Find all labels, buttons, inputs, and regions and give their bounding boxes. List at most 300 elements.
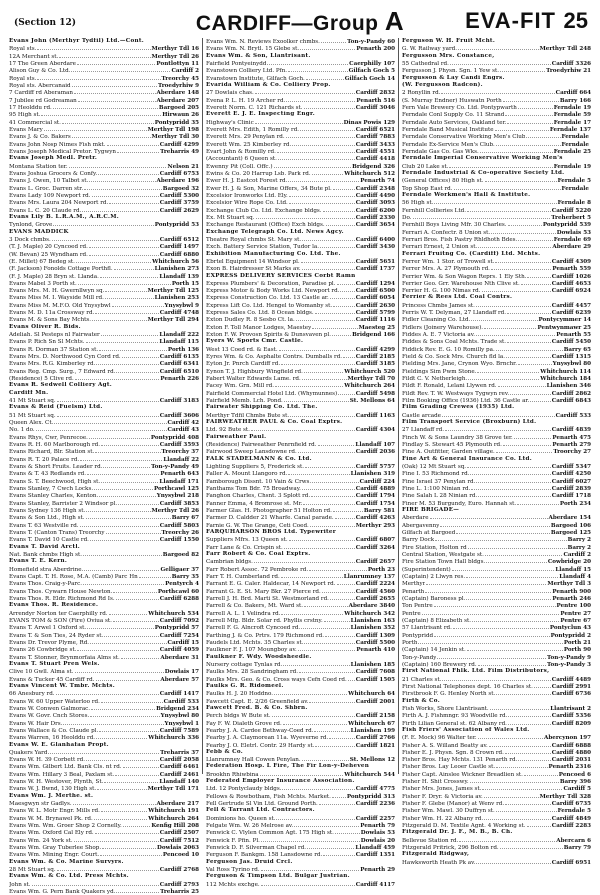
entry-name: FIRE BRIGADE— — [402, 507, 460, 513]
entry-number: 125 — [187, 486, 199, 493]
dot-leader — [260, 771, 344, 776]
entry-name: 17 Heolddu rd. — [9, 104, 52, 111]
entry-number: 5 — [587, 786, 591, 793]
entry-exchange: Cardiff — [355, 317, 378, 324]
directory-entry — [206, 229, 395, 236]
entry-name: Evans Stanley, 7 Cwch Locks. — [9, 486, 94, 493]
dot-leader — [333, 302, 355, 307]
dot-leader — [92, 316, 147, 321]
entry-name: Evans W. 60 Upper Waterloo rd. — [9, 698, 100, 705]
entry-number: 3093 — [379, 200, 395, 207]
entry-number: 163 — [383, 617, 395, 624]
entry-name: Evans W. Hair Drs. — [9, 720, 63, 727]
entry-exchange: Cowbridge — [547, 559, 582, 566]
entry-number: 171 — [187, 786, 199, 793]
dot-leader — [505, 111, 552, 116]
entry-name: Evans Wm. G. Pern Bank Quakers yd. — [9, 889, 116, 895]
entry-number: 408 — [187, 434, 199, 441]
entry-name: Fitzgerald Ridgway, — [402, 851, 470, 858]
directory-entry — [402, 126, 591, 133]
entry-exchange: Cardiff — [167, 420, 190, 427]
dot-leader — [289, 536, 355, 541]
entry-exchange: Cardiff — [159, 442, 182, 449]
entry-exchange: Cardiff — [551, 859, 574, 866]
directory-entry — [9, 859, 199, 866]
entry-exchange: Treorchy — [161, 529, 190, 536]
section-label: (Section 12) — [14, 18, 77, 28]
entry-name: Faulkner F. Wdy. Woodsheedle. — [206, 653, 312, 660]
entry-name: Top Shop East rd. — [402, 185, 453, 192]
entry-exchange: Penarth — [360, 178, 386, 185]
directory-entry — [402, 580, 591, 587]
dot-leader — [508, 720, 551, 725]
entry-name: Fieldings Sim Pwm Stone. — [402, 368, 477, 375]
entry-number: 4059 — [183, 647, 199, 654]
dot-leader — [71, 67, 170, 72]
directory-entry — [9, 610, 199, 617]
entry-name: Evans & T. 43 Redlands rd. — [9, 471, 87, 478]
entry-exchange: Gelligaer — [160, 566, 190, 573]
directory-entry — [9, 492, 199, 499]
entry-exchange: Pontypridd — [542, 222, 578, 229]
entry-name: 28 Mt Stuart sq. — [9, 867, 56, 874]
directory-entry — [206, 749, 395, 756]
directory-entry — [9, 793, 199, 800]
directory-entry — [9, 654, 199, 661]
entry-name: John st. — [9, 881, 31, 888]
entry-name: Firstbrook F. G. Henley North st. — [402, 691, 496, 698]
entry-exchange: Penarth — [556, 332, 582, 339]
entry-name: Evans W. H. 39 Corbett rd. — [9, 757, 86, 764]
directory-entry — [206, 815, 395, 822]
entry-name: Ferrier Wm. & Son Wagon Reprs. 1 Ely Sth. — [402, 273, 527, 280]
entry-name: Evans Thos. Cywarn House Newton. — [9, 588, 113, 595]
dot-leader — [302, 756, 349, 761]
dot-leader — [98, 170, 159, 175]
entry-name: Fidler Cleaning Co. Ltd. — [402, 317, 471, 324]
entry-name: Evanstown Colliery Ltd. Pfn. — [206, 68, 288, 75]
entry-name: 41 Commercial st. — [9, 119, 61, 126]
entry-exchange: Barry — [171, 573, 190, 580]
entry-number: 1116 — [379, 317, 395, 324]
dot-leader — [99, 492, 156, 497]
directory-entry — [206, 646, 395, 653]
directory-entry — [9, 89, 199, 96]
entry-exchange: Cardiff — [355, 214, 378, 221]
entry-exchange: St. Mellons — [349, 757, 386, 764]
entry-number: 1315 — [575, 354, 591, 361]
directory-entry — [206, 793, 395, 800]
entry-exchange: Penarth — [552, 588, 578, 595]
dot-leader — [289, 192, 355, 197]
dot-leader — [300, 126, 355, 131]
directory-entry — [9, 551, 199, 558]
directory-entry — [402, 199, 591, 206]
entry-exchange: Pentre — [560, 617, 582, 624]
entry-name: Faulkner F. J. 107 Moungboy av. — [206, 647, 297, 654]
dot-leader — [321, 38, 346, 43]
directory-entry — [9, 756, 199, 763]
dot-leader — [78, 97, 156, 102]
entry-exchange: Barry — [171, 515, 190, 522]
directory-entry — [206, 390, 395, 397]
directory-entry — [402, 67, 591, 74]
directory-column-2 — [202, 38, 398, 888]
entry-name: Nursery cottage Tynlas rd. — [206, 661, 283, 668]
directory-entry — [402, 720, 591, 727]
entry-name: Fisher A. S. Willand Beatty av. — [402, 742, 488, 749]
entry-exchange: Cardiff — [159, 727, 182, 734]
entry-name: Evans Warren, 16 Heolddu rd. — [9, 735, 96, 742]
entry-number: 64 — [387, 691, 395, 698]
entry-name: Fenwick F. Pfin. Pl. — [206, 837, 260, 844]
entry-exchange: Cardiff — [159, 537, 182, 544]
entry-number: 396 — [579, 779, 591, 786]
entry-name: Fernhill Boys Living Mfr. 30 Charles. — [402, 222, 507, 229]
dot-leader — [52, 236, 159, 241]
entry-number: 53 — [387, 830, 395, 837]
entry-name: Fawcett Capt. E. 2/26 Greenfield av. — [206, 698, 309, 705]
entry-number: 2991 — [575, 683, 591, 690]
entry-name: Perch bldgs W Bute st. — [206, 713, 271, 720]
dot-leader — [261, 866, 360, 871]
directory-entry — [206, 302, 395, 309]
dot-leader — [122, 353, 159, 358]
directory-entry — [9, 155, 199, 162]
directory-entry — [402, 727, 591, 734]
dot-leader — [526, 133, 560, 138]
directory-entry — [402, 170, 591, 177]
directory-entry — [9, 170, 199, 177]
entry-exchange: Cardiff — [159, 361, 182, 368]
entry-exchange: Ferndale — [553, 112, 582, 119]
entry-exchange: Aberdare — [156, 97, 186, 104]
directory-entry — [402, 412, 591, 419]
directory-entry — [9, 690, 199, 697]
dot-leader — [496, 448, 553, 453]
entry-name: Evans J. Owen, 10 Talbot st. — [9, 178, 89, 185]
directory-entry — [206, 514, 395, 521]
entry-exchange: Whitchurch — [148, 735, 186, 742]
entry-name: Firth & Co. — [402, 697, 440, 704]
entry-number: 9 — [195, 302, 199, 309]
directory-entry — [206, 551, 395, 558]
directory-entry — [402, 338, 591, 345]
directory-entry — [402, 646, 591, 653]
dot-leader — [324, 617, 350, 622]
entry-number: 49 — [191, 464, 199, 471]
directory-entry — [9, 785, 199, 792]
entry-number: 3593 — [183, 442, 199, 449]
entry-exchange: Cardiff — [551, 273, 574, 280]
entry-name: Evans T. Stuart Pren Wels. — [9, 660, 100, 667]
entry-number: 90 — [583, 647, 591, 654]
entry-number: 516 — [383, 97, 395, 104]
directory-entry — [9, 448, 199, 455]
entry-number: 14 — [583, 317, 591, 324]
entry-name: Evans Wm. N. Brytl. 15 Glebe st. — [206, 46, 300, 53]
dot-leader — [109, 199, 159, 204]
dot-leader — [472, 617, 559, 622]
directory-entry — [402, 815, 591, 822]
directory-entry — [9, 426, 199, 433]
directory-entry — [9, 844, 199, 851]
dot-leader — [482, 287, 551, 292]
entry-exchange: Merthyr Tdl — [539, 793, 578, 800]
directory-entry — [206, 522, 395, 529]
directory-entry — [206, 82, 395, 89]
entry-number: 19 — [583, 163, 591, 170]
dot-leader — [478, 492, 551, 497]
entry-name: Royal sts. Abercanaid — [9, 82, 71, 89]
dot-leader — [113, 617, 159, 622]
entry-number: 3326 — [575, 60, 591, 67]
directory-entry — [402, 419, 591, 426]
entry-exchange: Cardiff — [167, 427, 190, 434]
entry-number: 533 — [579, 412, 591, 419]
entry-number: 4457 — [575, 302, 591, 309]
entry-name: Ton Pentre — [402, 603, 433, 610]
dot-leader — [309, 698, 354, 703]
entry-number: 6200 — [379, 207, 395, 214]
entry-number: 2629 — [183, 207, 199, 214]
entry-name: Fire Station, Holton rd — [402, 544, 467, 551]
dot-leader — [524, 771, 558, 776]
dot-leader — [453, 624, 549, 629]
entry-number: 6135 — [183, 354, 199, 361]
dot-leader — [449, 163, 552, 168]
directory-entry — [402, 243, 591, 250]
entry-name: Evans W. H. Westover, Plynth, St. — [9, 779, 104, 786]
entry-number: 6951 — [575, 859, 591, 866]
entry-name: Express Motor & Body Works Ltd. Newport rd. — [206, 288, 340, 295]
entry-name: Express Lift Co. Ltd. Hengel to Womanby st. — [206, 302, 333, 309]
entry-name: Merthyr Tdfil Chmbs Bute st. — [206, 412, 290, 419]
entry-exchange: Treharris — [160, 148, 190, 155]
entry-exchange: Pencoed — [162, 852, 190, 859]
dot-leader — [101, 331, 159, 336]
directory-entry — [402, 258, 591, 265]
directory-entry — [206, 346, 395, 353]
dot-leader — [323, 207, 355, 212]
directory-entry — [402, 851, 591, 858]
entry-number: 2793 — [183, 881, 199, 888]
directory-entry — [9, 646, 199, 653]
entry-exchange: Cardiff — [355, 786, 378, 793]
directory-entry — [9, 397, 199, 404]
directory-entry — [402, 82, 591, 89]
entry-name: Dominions ho. Queen st. — [206, 815, 276, 822]
directory-entry — [9, 316, 199, 323]
entry-name: Fell Gertrude Sl Vin Ltd. Ground Porth. — [206, 801, 318, 808]
dot-leader — [490, 705, 550, 710]
entry-name: Fawcett Fred. B. & Co. Shbrn. — [206, 704, 308, 711]
directory-entry — [206, 316, 395, 323]
entry-name: Ewenny Pit (Coll. Offc.) — [206, 163, 273, 170]
dot-leader — [337, 280, 355, 285]
entry-exchange: Cardiff — [159, 830, 182, 837]
entry-name: Evans P. Rich Sn Sl Mchts. — [9, 339, 85, 346]
entry-number: 6924 — [575, 288, 591, 295]
entry-exchange: Cardiff — [551, 310, 574, 317]
entry-exchange: Llandaff — [159, 273, 186, 280]
entry-number: 25 — [583, 324, 591, 331]
entry-name: Fairfield Pontyeinydd — [206, 60, 267, 67]
dot-leader — [514, 434, 552, 439]
entry-number: 21 — [583, 639, 591, 646]
entry-number: 67 — [191, 515, 199, 522]
directory-entry — [206, 221, 395, 228]
directory-entry — [402, 595, 591, 602]
dot-leader — [437, 654, 546, 659]
entry-name: Everett Mrs. Edith, 1 Romilly rd. — [206, 126, 300, 133]
entry-exchange: Cardiff — [159, 244, 182, 251]
directory-entry — [9, 346, 199, 353]
entry-name: Faller A. Mount Llangoro rd. — [206, 471, 288, 478]
entry-exchange: Llanishen — [154, 266, 186, 273]
entry-name: Evans T. Arwel 1 Oxford st. — [9, 625, 87, 632]
entry-name: Evanstown Institute, Gilfach Goch. — [206, 75, 305, 82]
entry-exchange: Cardiff — [551, 478, 574, 485]
dot-leader — [96, 676, 160, 681]
entry-exchange: Llandaff — [559, 573, 586, 580]
directory-entry — [206, 141, 395, 148]
directory-entry — [9, 273, 199, 280]
entry-name: Fire Station Town Hall bldgs. — [402, 559, 486, 566]
entry-number: 8 — [587, 200, 591, 207]
entry-exchange: Barry — [563, 845, 582, 852]
entry-number: 4299 — [183, 141, 199, 148]
entry-exchange: Cardiff — [355, 244, 378, 251]
entry-exchange: Llandaff — [163, 456, 190, 463]
entry-name: Faulks Mrs. 28 Sandringham rd. — [206, 669, 299, 676]
entry-exchange: Cardiff — [355, 537, 378, 544]
entry-exchange: Cardiff — [355, 134, 378, 141]
entry-name: Fairwood Sweep Lansdowne rd. — [206, 449, 297, 456]
entry-name: (Captain) Baroness pl. — [402, 595, 466, 602]
dot-leader — [476, 859, 550, 864]
entry-name: Fielding Mrs. Jane, Crynon Wyo. Brnchr. — [402, 361, 518, 368]
entry-number: 79 — [583, 845, 591, 852]
directory-entry — [206, 478, 395, 485]
dot-leader — [299, 668, 355, 673]
entry-exchange: Aberdare — [156, 90, 186, 97]
entry-exchange: Cardiff — [551, 713, 574, 720]
dot-leader — [101, 807, 147, 812]
entry-number: 2063 — [183, 845, 199, 852]
dot-leader — [505, 800, 551, 805]
directory-entry — [402, 346, 591, 353]
entry-number: 475 — [579, 434, 591, 441]
directory-entry — [206, 851, 395, 858]
entry-name: Federated Employer Insurance Association. — [206, 778, 355, 785]
entry-exchange: Whitchurch — [344, 771, 382, 778]
directory-entry — [9, 214, 199, 221]
entry-exchange: Bridgend — [352, 332, 382, 339]
dot-leader — [116, 595, 159, 600]
entry-name: Ferrari Ernest, 2 Union st. — [402, 244, 478, 251]
entry-name: Exton Dudley R. 8 Sesbo Ct. la. — [206, 317, 295, 324]
directory-entry — [206, 177, 395, 184]
entry-number: 534 — [187, 610, 199, 617]
dot-leader — [288, 177, 359, 182]
entry-exchange: Llandaff — [159, 339, 186, 346]
entry-exchange: Merthyr Tdl — [151, 46, 190, 53]
entry-name: Fisher F. Glebe (Manor) at Wenv rd. — [402, 801, 505, 808]
directory-entry — [402, 441, 591, 448]
entry-exchange: Llandaff — [555, 566, 582, 573]
dot-leader — [284, 544, 355, 549]
entry-exchange: Barry — [567, 544, 586, 551]
entry-exchange: Pontyclun — [549, 625, 582, 632]
entry-number: 208 — [187, 823, 199, 830]
directory-entry — [9, 829, 199, 836]
entry-number: 60 — [387, 39, 395, 45]
dot-leader — [318, 441, 355, 446]
dot-leader — [272, 712, 355, 717]
dot-leader — [500, 67, 545, 72]
dot-leader — [281, 573, 343, 578]
entry-name: Highway's Clinic — [206, 119, 254, 126]
dot-leader — [456, 529, 550, 534]
entry-exchange: Pentre — [560, 610, 582, 617]
entry-name: Tynlond, Grove — [9, 222, 53, 229]
directory-entry — [402, 470, 591, 477]
directory-entry — [402, 426, 591, 433]
dot-leader — [121, 654, 160, 659]
dot-leader — [94, 485, 153, 490]
entry-number: 4489 — [575, 676, 591, 683]
entry-number: 4 — [195, 581, 199, 588]
entry-exchange: Pontlottyn — [156, 60, 190, 67]
entry-name: Evans Rhys, Cwr, Penrecoe. — [9, 434, 88, 441]
dot-leader — [53, 221, 153, 226]
dot-leader — [498, 382, 546, 387]
directory-entry — [206, 771, 395, 778]
entry-exchange: Llanishen — [350, 661, 382, 668]
dot-leader — [94, 815, 148, 820]
directory-entry — [402, 251, 591, 258]
directory-entry — [9, 705, 199, 712]
entry-name: Evans T. E. Kern. — [9, 558, 68, 565]
directory-entry — [402, 632, 591, 639]
entry-exchange: Dinas Powis — [343, 119, 382, 126]
directory-entry — [402, 588, 591, 595]
directory-entry — [9, 514, 199, 521]
dot-leader — [508, 221, 542, 226]
entry-number: 25 — [583, 148, 591, 155]
directory-entry — [206, 544, 395, 551]
dot-leader — [284, 397, 349, 402]
entry-name: Fenwick C. Vlylen Common Agt. 175 High st. — [206, 830, 334, 837]
dot-leader — [37, 45, 150, 50]
entry-name: (F. Jackson) Fonolds Cottage Porthfl. — [9, 266, 113, 273]
dot-leader — [114, 265, 154, 270]
directory-entry — [9, 676, 199, 683]
directory-entry — [9, 888, 199, 895]
entry-exchange: Barry — [559, 97, 578, 104]
directory-entry — [9, 404, 199, 411]
entry-exchange: Merthyr Tdl — [151, 134, 190, 141]
entry-name: Ebrtel Equipment 14 Windsor pl. — [206, 258, 300, 265]
entry-name: Fenwick D. F. Silverman Chapel rd. — [206, 845, 307, 852]
dot-leader — [325, 632, 355, 637]
entry-number: 7254 — [183, 632, 199, 639]
entry-number: 346 — [579, 383, 591, 390]
entry-exchange: Cardiff — [355, 266, 378, 273]
entry-name: Fitzgerald Dr. J. F., M. B., B. Ch. — [402, 829, 513, 836]
entry-number: 3264 — [379, 544, 395, 551]
